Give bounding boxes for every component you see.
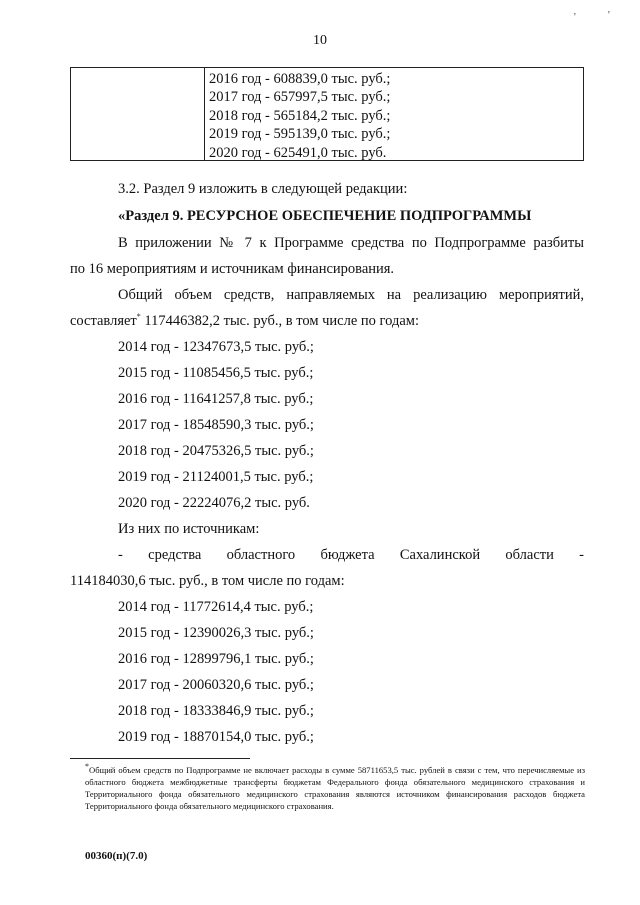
paragraph-line: 114184030,6 тыс. руб., в том числе по годам: <box>70 573 345 589</box>
year-amount-line: 2018 год - 18333846,9 тыс. руб.; <box>118 703 314 719</box>
year-amount-line: 2020 год - 22224076,2 тыс. руб. <box>118 495 310 511</box>
table-cell-values <box>209 70 390 162</box>
year-amount-line: 2019 год - 18870154,0 тыс. руб.; <box>118 729 314 745</box>
footnote-text: Общий объем средств по Подпрограмме не включает расходы в сумме 58711653,5 тыс. рублей в связи с тем, что перечисляемые из областного бюджета межбюджетные трансферты бюджетам Федерального фонда обязательного медицинского страхования и Территориального фонда обязательного медицинского страхования являются источником финансирования расходов бюджета Территориального фонда обязательного медицинского страхования. <box>85 765 585 811</box>
paragraph-line: - средства областного бюджета Сахалинской области - <box>118 547 584 563</box>
paragraph-line <box>70 313 419 330</box>
corner-mark: ' <box>574 12 576 23</box>
year-amount-line: 2015 год - 12390026,3 тыс. руб.; <box>118 625 314 641</box>
paragraph-line: по 16 мероприятиям и источникам финансирования. <box>70 261 395 277</box>
table-row: 2017 год - 657997,5 тыс. руб.; <box>209 89 391 106</box>
year-amount-line: 2014 год - 12347673,5 тыс. руб.; <box>118 339 314 355</box>
corner-mark: ' <box>608 10 610 21</box>
footnote-ref: * <box>136 312 141 322</box>
section-heading: «Раздел 9. РЕСУРСНОЕ ОБЕСПЕЧЕНИЕ ПОДПРОГРАММЫ <box>118 208 532 224</box>
footnote-mark: * <box>85 762 89 772</box>
document-code: 00360(п)(7.0) <box>85 850 148 862</box>
year-amount-line: 2017 год - 20060320,6 тыс. руб.; <box>118 677 314 693</box>
table-row: 2020 год - 625491,0 тыс. руб. <box>209 144 387 161</box>
paragraph-line: В приложении № 7 к Программе средства по Подпрограмме разбиты <box>118 235 584 251</box>
year-amount-line: 2014 год - 11772614,4 тыс. руб.; <box>118 599 314 615</box>
year-amount-line: 2018 год - 20475326,5 тыс. руб.; <box>118 443 314 459</box>
footnote <box>85 764 585 812</box>
table-column-divider <box>204 68 205 160</box>
table-row: 2018 год - 565184,2 тыс. руб.; <box>209 107 391 124</box>
funding-table <box>70 67 584 161</box>
year-amount-line: 2019 год - 21124001,5 тыс. руб.; <box>118 469 314 485</box>
paragraph-text: 117446382,2 тыс. руб., в том числе по годам: <box>140 313 419 329</box>
year-amount-line: 2015 год - 11085456,5 тыс. руб.; <box>118 365 314 381</box>
year-amount-line: 2016 год - 12899796,1 тыс. руб.; <box>118 651 314 667</box>
section-intro: 3.2. Раздел 9 изложить в следующей редакции: <box>118 181 408 197</box>
footnote-divider <box>70 758 250 759</box>
year-amount-line: 2016 год - 11641257,8 тыс. руб.; <box>118 391 314 407</box>
paragraph-line: Общий объем средств, направляемых на реализацию мероприятий, <box>118 287 584 303</box>
table-row: 2019 год - 595139,0 тыс. руб.; <box>209 126 391 143</box>
sources-label: Из них по источникам: <box>118 521 260 537</box>
paragraph-text: составляет <box>70 313 137 329</box>
table-row: 2016 год - 608839,0 тыс. руб.; <box>209 71 391 87</box>
year-amount-line: 2017 год - 18548590,3 тыс. руб.; <box>118 417 314 433</box>
page-number: 10 <box>313 33 327 48</box>
